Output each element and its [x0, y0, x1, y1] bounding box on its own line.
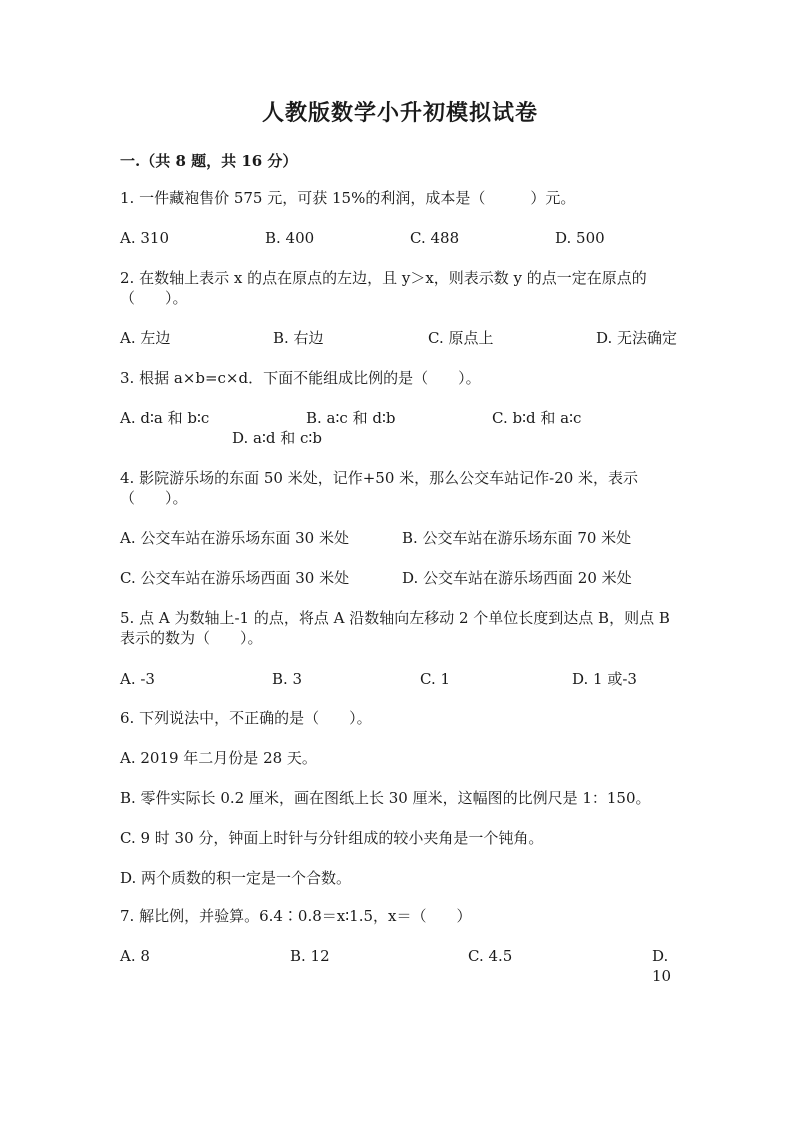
- q3-option-b: B. a∶c 和 d∶b: [306, 409, 396, 427]
- question-6: 6. 下列说法中，不正确的是（ ）。: [120, 709, 372, 727]
- q2-option-c: C. 原点上: [428, 329, 494, 347]
- q4-option-b: B. 公交车站在游乐场东面 70 米处: [402, 529, 632, 547]
- q2-option-b: B. 右边: [273, 329, 324, 347]
- section-heading: 一.（共 8 题，共 16 分）: [120, 152, 298, 170]
- q7-option-a: A. 8: [120, 947, 150, 965]
- q2-option-a: A. 左边: [120, 329, 171, 347]
- q4-option-c: C. 公交车站在游乐场西面 30 米处: [120, 569, 350, 587]
- question-2: 2. 在数轴上表示 x 的点在原点的左边，且 y＞x，则表示数 y 的点一定在原点的（ ）。: [120, 269, 647, 307]
- q5-option-a: A. -3: [120, 670, 155, 688]
- question-7: 7. 解比例，并验算。6.4∶0.8＝x∶1.5，x＝（ ）: [120, 907, 472, 925]
- q3-option-d: D. a∶d 和 c∶b: [232, 429, 322, 447]
- q7-option-c: C. 4.5: [468, 947, 513, 965]
- q4-option-a: A. 公交车站在游乐场东面 30 米处: [120, 529, 349, 547]
- question-3: 3. 根据 a×b=c×d．下面不能组成比例的是（ ）。: [120, 369, 481, 387]
- q1-option-c: C. 488: [410, 229, 460, 247]
- page-title: 人教版数学小升初模拟试卷: [261, 100, 538, 126]
- q1-option-d: D. 500: [555, 229, 605, 247]
- q2-option-d: D. 无法确定: [596, 329, 678, 347]
- q1-option-a: A. 310: [120, 229, 169, 247]
- q5-option-d: D. 1 或-3: [572, 670, 637, 688]
- question-5: 5. 点 A 为数轴上-1 的点，将点 A 沿数轴向左移动 2 个单位长度到达点 B，则点 B 表示的数为（ ）。: [120, 609, 670, 647]
- question-4: 4. 影院游乐场的东面 50 米处，记作+50 米，那么公交车站记作-20 米，表示（ ）。: [120, 469, 639, 507]
- q7-option-d: D. 10: [652, 947, 672, 985]
- q7-option-b: B. 12: [290, 947, 330, 965]
- q3-option-a: A. d∶a 和 b∶c: [120, 409, 210, 427]
- q4-option-d: D. 公交车站在游乐场西面 20 米处: [402, 569, 632, 587]
- q5-option-c: C. 1: [420, 670, 451, 688]
- q3-option-c: C. b∶d 和 a∶c: [492, 409, 582, 427]
- question-1: 1. 一件藏袍售价 575 元，可获 15%的利润，成本是（ ）元。: [120, 189, 576, 207]
- q1-option-b: B. 400: [265, 229, 315, 247]
- q6-option-d: D. 两个质数的积一定是一个合数。: [120, 869, 352, 887]
- q6-option-c: C. 9 时 30 分，钟面上时针与分针组成的较小夹角是一个钝角。: [120, 829, 544, 847]
- q6-option-b: B. 零件实际长 0.2 厘米，画在图纸上长 30 厘米，这幅图的比例尺是 1：150。: [120, 789, 651, 807]
- q6-option-a: A. 2019 年二月份是 28 天。: [120, 749, 317, 767]
- q5-option-b: B. 3: [272, 670, 303, 688]
